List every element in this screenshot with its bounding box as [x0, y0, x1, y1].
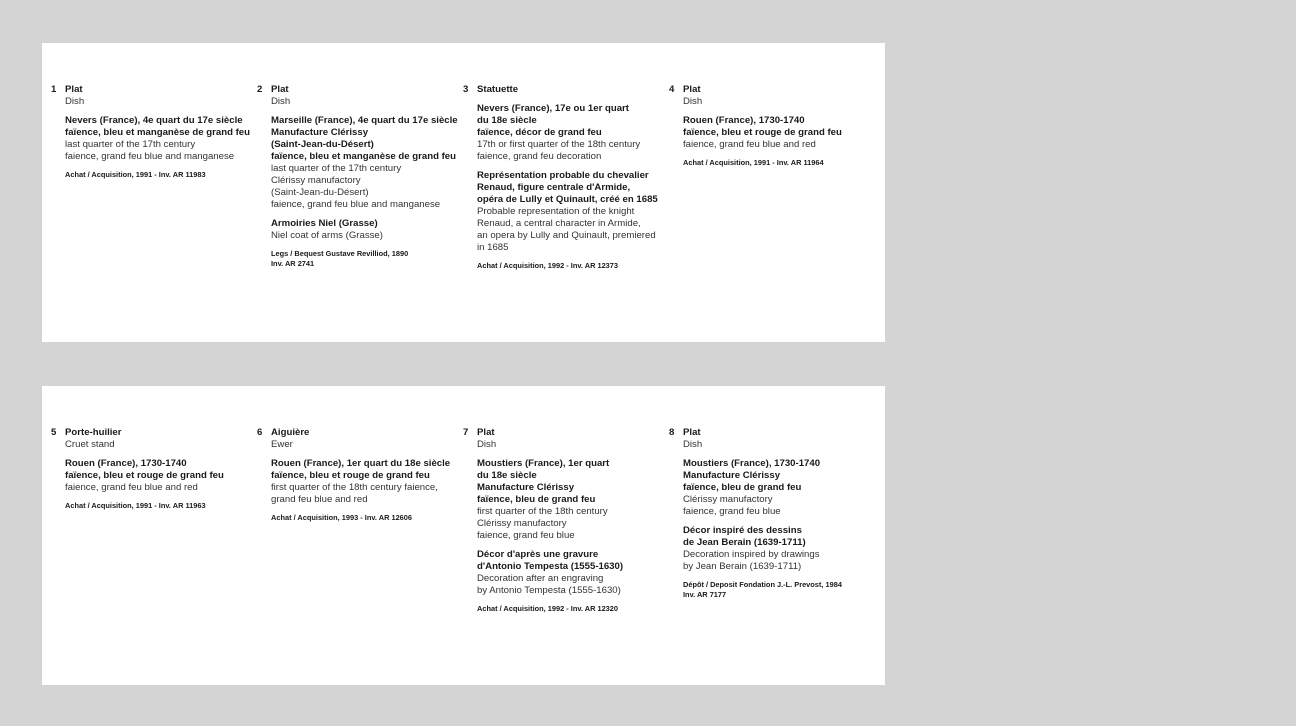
french-description-line: Rouen (France), 1er quart du 18e siècle — [271, 458, 451, 469]
french-description-line: faïence, bleu et rouge de grand feu — [271, 470, 430, 481]
french-description-line: Marseille (France), 4e quart du 17e siècle — [271, 115, 458, 126]
catalog-entry-7 — [463, 427, 663, 614]
french-description-line: faïence, bleu de grand feu — [683, 482, 802, 493]
entry-subtitle: Dish — [683, 96, 703, 107]
entry-subtitle: Dish — [271, 96, 291, 107]
acquisition-credit — [477, 604, 663, 614]
english-description-line: Clérissy manufactory — [477, 518, 567, 529]
english-description-line: faience, grand feu blue and manganese — [65, 151, 235, 162]
credit-line: Achat / Acquisition, 1993 - Inv. AR 12606 — [271, 513, 413, 522]
french-description-line: Manufacture Clérissy — [271, 127, 369, 138]
french-description-line: Moustiers (France), 1er quart — [477, 458, 610, 469]
catalog-entry-5 — [51, 427, 251, 511]
english-description-line: first quarter of the 18th century — [477, 506, 608, 517]
entry-subtitle: Dish — [65, 96, 85, 107]
english-description-line: last quarter of the 17th century — [65, 139, 196, 150]
entry-description-group — [271, 218, 457, 242]
french-description-line: faïence, décor de grand feu — [477, 127, 602, 138]
english-description-line: faience, grand feu blue and red — [683, 139, 816, 150]
french-description-line: de Jean Berain (1639-1711) — [683, 537, 806, 548]
entry-title: Plat — [683, 427, 701, 438]
entry-description-group — [271, 458, 457, 506]
french-description-line: Nevers (France), 4e quart du 17e siècle — [65, 115, 243, 126]
french-description-line: Rouen (France), 1730-1740 — [65, 458, 187, 469]
entry-number: 7 — [463, 427, 469, 438]
entry-subtitle: Cruet stand — [65, 439, 115, 450]
entry-heading — [271, 84, 457, 108]
entry-subtitle: Dish — [683, 439, 703, 450]
acquisition-credit — [271, 249, 457, 268]
french-description-line: Rouen (France), 1730-1740 — [683, 115, 805, 126]
french-description-line: faïence, bleu et rouge de grand feu — [65, 470, 224, 481]
entry-body — [477, 427, 663, 614]
entry-body — [65, 427, 251, 511]
entry-body — [271, 427, 457, 523]
credit-line: Achat / Acquisition, 1992 - Inv. AR 12320 — [477, 604, 619, 613]
entry-heading — [683, 84, 869, 108]
english-description-line: faience, grand feu decoration — [477, 151, 602, 162]
entry-title: Plat — [65, 84, 83, 95]
credit-line: Dépôt / Deposit Fondation J.-L. Prevost, 1984 — [683, 580, 842, 589]
entry-number: 6 — [257, 427, 263, 438]
entry-description-group — [477, 103, 663, 163]
entry-description-group — [477, 170, 663, 254]
french-description-line: Décor d'après une gravure — [477, 549, 599, 560]
english-description-line: first quarter of the 18th century faience, — [271, 482, 438, 493]
entry-body — [683, 84, 869, 168]
entry-subtitle: Dish — [477, 439, 497, 450]
french-description-line: opéra de Lully et Quinault, créé en 1685 — [477, 194, 658, 205]
entry-description-group — [271, 115, 457, 211]
catalog-entry-4 — [669, 84, 869, 168]
entry-title: Statuette — [477, 84, 519, 95]
credit-line: Inv. AR 2741 — [271, 258, 315, 268]
english-description-line: in 1685 — [477, 242, 509, 253]
french-description-line: du 18e siècle — [477, 115, 537, 126]
french-description-line: Renaud, figure centrale d'Armide, — [477, 182, 631, 193]
entry-title: Plat — [683, 84, 701, 95]
entry-title: Plat — [477, 427, 495, 438]
acquisition-credit — [271, 513, 457, 523]
catalog-entry-2 — [257, 84, 457, 268]
english-description-line: grand feu blue and red — [271, 494, 368, 505]
english-description-line: Renaud, a central character in Armide, — [477, 218, 641, 229]
english-description-line: by Jean Berain (1639-1711) — [683, 561, 802, 572]
french-description-line: Manufacture Clérissy — [477, 482, 575, 493]
english-description-line: 17th or first quarter of the 18th century — [477, 139, 641, 150]
entry-description-group — [683, 525, 869, 573]
french-description-line: faïence, bleu de grand feu — [477, 494, 596, 505]
english-description-line: faience, grand feu blue — [683, 506, 781, 517]
french-description-line: Manufacture Clérissy — [683, 470, 781, 481]
english-description-line: Clérissy manufactory — [271, 175, 361, 186]
english-description-line: by Antonio Tempesta (1555-1630) — [477, 585, 621, 596]
acquisition-credit — [683, 580, 869, 599]
catalog-entry-3 — [463, 84, 663, 271]
english-description-line: faience, grand feu blue and manganese — [271, 199, 441, 210]
english-description-line: Niel coat of arms (Grasse) — [271, 230, 383, 241]
entry-number: 2 — [257, 84, 263, 95]
label-panel-bottom — [42, 386, 885, 685]
french-description-line: Armoiries Niel (Grasse) — [271, 218, 378, 229]
french-description-line: faïence, bleu et manganèse de grand feu — [65, 127, 250, 138]
acquisition-credit — [65, 501, 251, 511]
english-description-line: Probable representation of the knight — [477, 206, 635, 217]
entry-number: 8 — [669, 427, 675, 438]
credit-line: Legs / Bequest Gustave Revilliod, 1890 — [271, 249, 409, 258]
acquisition-credit — [477, 261, 663, 271]
credit-line: Inv. AR 7177 — [683, 589, 727, 599]
catalog-entry-8 — [669, 427, 869, 599]
entry-number: 1 — [51, 84, 57, 95]
entry-body — [65, 84, 251, 180]
entry-subtitle: Ewer — [271, 439, 293, 450]
entry-body — [271, 84, 457, 268]
english-description-line: faience, grand feu blue and red — [65, 482, 198, 493]
english-description-line: an opera by Lully and Quinault, premiered — [477, 230, 656, 241]
entry-heading — [65, 84, 251, 108]
english-description-line: Clérissy manufactory — [683, 494, 773, 505]
french-description-line: (Saint-Jean-du-Désert) — [271, 139, 374, 150]
acquisition-credit — [683, 158, 869, 168]
french-description-line: faïence, bleu et rouge de grand feu — [683, 127, 842, 138]
entry-description-group — [477, 458, 663, 542]
english-description-line: (Saint-Jean-du-Désert) — [271, 187, 369, 198]
entry-description-group — [683, 458, 869, 518]
credit-line: Achat / Acquisition, 1992 - Inv. AR 12373 — [477, 261, 619, 270]
french-description-line: Décor inspiré des dessins — [683, 525, 802, 536]
entry-title: Porte-huilier — [65, 427, 122, 438]
entry-title: Aiguière — [271, 427, 310, 438]
catalog-entry-1 — [51, 84, 251, 180]
english-description-line: Decoration after an engraving — [477, 573, 604, 584]
entry-description-group — [65, 115, 251, 163]
entry-title: Plat — [271, 84, 289, 95]
french-description-line: faïence, bleu et manganèse de grand feu — [271, 151, 456, 162]
english-description-line: Decoration inspired by drawings — [683, 549, 820, 560]
catalog-entry-6 — [257, 427, 457, 523]
credit-line: Achat / Acquisition, 1991 - Inv. AR 11964 — [683, 158, 824, 167]
entry-number: 5 — [51, 427, 57, 438]
entry-number: 4 — [669, 84, 675, 95]
entry-description-group — [477, 549, 663, 597]
label-panel-top — [42, 43, 885, 342]
acquisition-credit — [65, 170, 251, 180]
french-description-line: du 18e siècle — [477, 470, 537, 481]
entry-body — [683, 427, 869, 599]
entry-number: 3 — [463, 84, 469, 95]
english-description-line: faience, grand feu blue — [477, 530, 575, 541]
entry-heading — [477, 84, 663, 96]
french-description-line: Représentation probable du chevalier — [477, 170, 649, 181]
english-description-line: last quarter of the 17th century — [271, 163, 402, 174]
credit-line: Achat / Acquisition, 1991 - Inv. AR 11983 — [65, 170, 206, 179]
entry-heading — [477, 427, 663, 451]
french-description-line: Moustiers (France), 1730-1740 — [683, 458, 821, 469]
entry-description-group — [683, 115, 869, 151]
entry-heading — [683, 427, 869, 451]
entry-heading — [271, 427, 457, 451]
french-description-line: Nevers (France), 17e ou 1er quart — [477, 103, 629, 114]
entry-body — [477, 84, 663, 271]
entry-heading — [65, 427, 251, 451]
french-description-line: d'Antonio Tempesta (1555-1630) — [477, 561, 624, 572]
entry-description-group — [65, 458, 251, 494]
credit-line: Achat / Acquisition, 1991 - Inv. AR 11963 — [65, 501, 206, 510]
